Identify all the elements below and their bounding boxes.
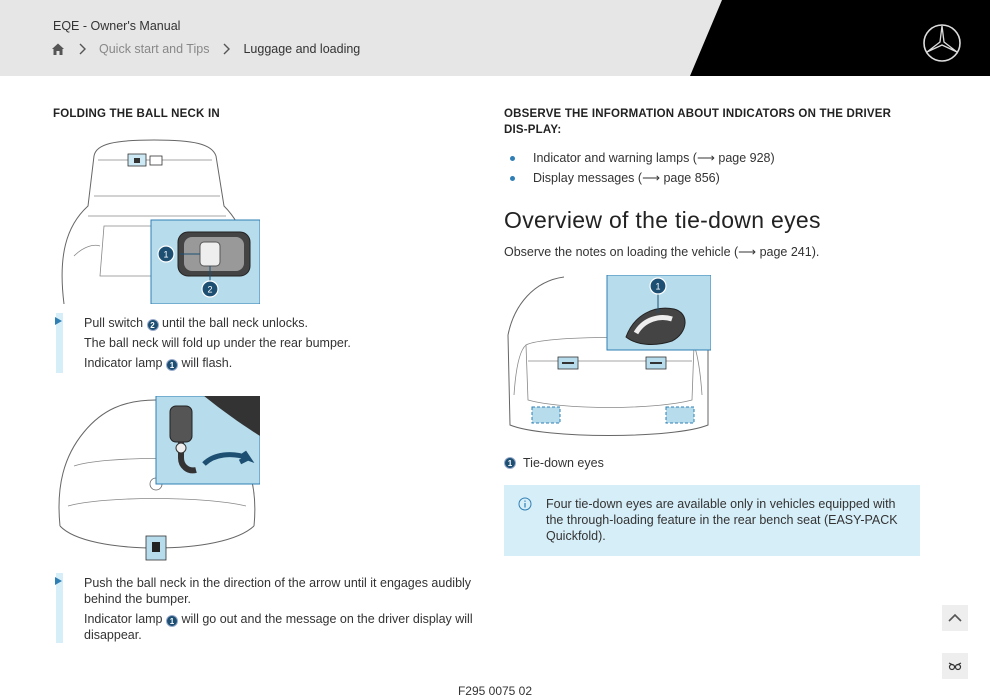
list-item-display-messages[interactable]: Display messages (⟶ page 856) <box>510 168 775 188</box>
chevron-right-icon <box>76 42 90 56</box>
home-icon[interactable] <box>51 42 65 56</box>
figure1-callout-2: 2 <box>207 284 213 295</box>
step1-lamp-post: will flash. <box>181 356 233 370</box>
heading-folding-ball-neck: FOLDING THE BALL NECK IN <box>53 108 220 120</box>
step2-lamp-post: will go out and the message on the driver display will disappear. <box>84 612 473 642</box>
step-arrow-icon <box>55 317 62 325</box>
figure-ball-neck-push <box>54 396 260 564</box>
mercedes-star-logo <box>922 23 962 63</box>
step1-text-post: until the ball neck unlocks. <box>162 316 308 330</box>
feedback-icon <box>947 658 963 674</box>
instruction-step-2 <box>56 573 476 643</box>
step2-text: Push the ball neck in the direction of the arrow until it engages audibly behind the bumper. <box>84 576 472 606</box>
step2-lamp-pre: Indicator lamp <box>84 612 163 626</box>
step1-result: The ball neck will fold up under the rear bumper. <box>84 336 351 350</box>
callout-2-badge: 2 <box>147 319 159 331</box>
step-arrow-icon <box>55 577 62 585</box>
heading-observe-indicators: OBSERVE THE INFORMATION ABOUT INDICATORS ON THE DRIVER DIS-PLAY: <box>504 108 892 136</box>
chevron-right-icon <box>220 42 234 56</box>
info-note-text: Four tie-down eyes are available only in vehicles equipped with the through-loading feature in the rear bench seat (EASY-PACK Quickfold). <box>546 497 898 543</box>
scroll-to-top-button[interactable] <box>942 605 968 631</box>
figure-ball-neck-switch <box>54 136 260 304</box>
indicator-links-list <box>510 148 775 188</box>
step1-lamp-pre: Indicator lamp <box>84 356 163 370</box>
feedback-button[interactable] <box>942 653 968 679</box>
loading-notes-link[interactable]: Observe the notes on loading the vehicle (⟶ page 241). <box>504 245 820 259</box>
callout-1-badge: 1 <box>504 457 516 469</box>
figure-code-footer: F295 0075 02 <box>457 684 533 698</box>
info-icon <box>518 497 532 511</box>
figure1-callout-1: 1 <box>163 249 169 260</box>
manual-title: EQE - Owner's Manual <box>53 19 181 33</box>
instruction-step-1 <box>56 313 476 373</box>
section-title-tie-down: Overview of the tie-down eyes <box>504 207 821 233</box>
breadcrumb-item-luggage[interactable]: Luggage and loading <box>243 42 361 56</box>
info-note-box <box>504 485 920 556</box>
callout-1-badge: 1 <box>166 615 178 627</box>
callout-1-badge: 1 <box>166 359 178 371</box>
legend-text: Tie-down eyes <box>523 456 604 470</box>
chevron-up-icon <box>947 610 963 626</box>
list-item-warning-lamps[interactable]: Indicator and warning lamps (⟶ page 928) <box>510 148 775 168</box>
figure-tie-down-eyes <box>504 275 711 445</box>
legend-tie-down-eyes <box>504 456 604 470</box>
breadcrumb-item-quick-start[interactable]: Quick start and Tips <box>99 42 210 56</box>
figure3-callout-1: 1 <box>655 281 661 292</box>
step1-text-pre: Pull switch <box>84 316 144 330</box>
breadcrumb <box>51 42 360 56</box>
page-header <box>0 0 990 76</box>
